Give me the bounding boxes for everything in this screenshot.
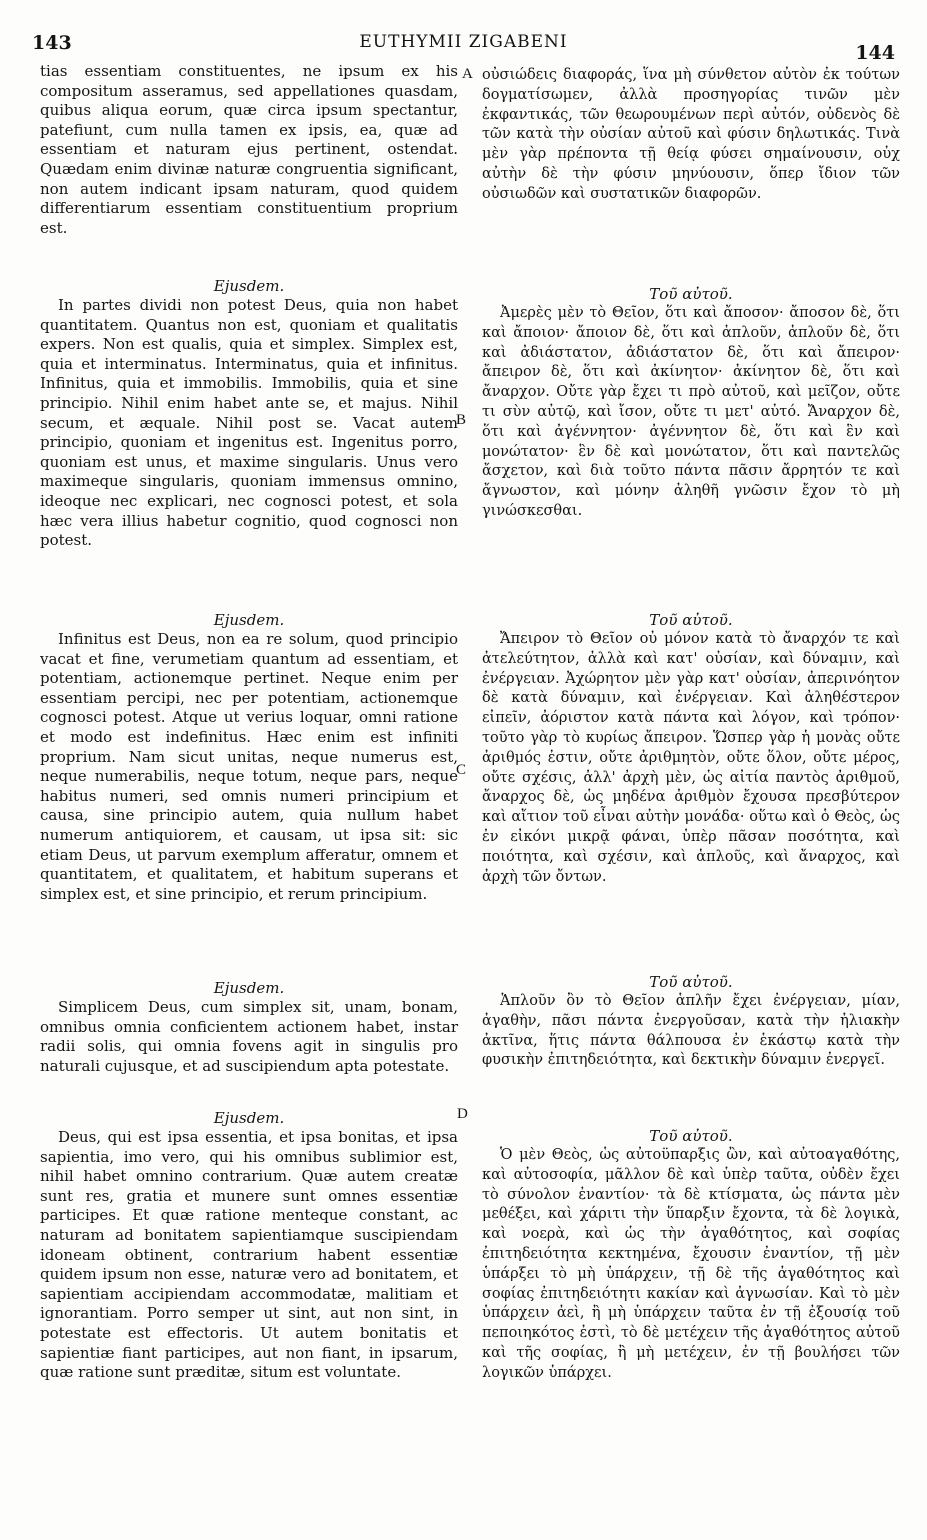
greek-paragraph-2: Ἀμερὲς μὲν τὸ Θεῖον, ὅτι καὶ ἄποσον· ἄποσον δὲ, ὅτι καὶ ἄποιον· ἄποιον δὲ, ὅτι καὶ ἁπλοῦν, ἁπλοῦν δὲ, ὅτι καὶ ἀδιάστατον, ἀδιάστατον δὲ, ὅτι καὶ ἄπειρον· ἄπειρον δὲ, ὅτι καὶ ἀκίνητον· ἀκίνητον δὲ, ὅτι καὶ ἄναρχον. Οὔτε γὰρ ἔχει τι πρὸ αὐτοῦ, καὶ μεῖζον, οὔτε τι σὺν αὐτῷ, καὶ ἴσον, οὔτε τι μετ' αὐτό. Ἄναρχον δὲ, ὅτι καὶ ἀγέννητον· ἀγέννητον δὲ, ὅτι καὶ ἓν καὶ μονώτατον· ἓν δὲ καὶ μονώτατον, ὅτι καὶ παντελῶς ἄσχετον, καὶ διὰ τοῦτο πάντα πᾶσιν ἄρρητόν τε καὶ ἄγνωστον, καὶ μόνην ἀληθῆ γνῶσιν ἔχον τὸ μὴ γινώσκεσθαι. — [482, 305, 900, 519]
greek-section-title-4: Τοῦ αὐτοῦ. — [649, 973, 733, 991]
margin-marker-b: B — [456, 412, 467, 428]
latin-section-title-3: Ejusdem. — [213, 611, 285, 629]
latin-paragraph-2: In partes dividi non potest Deus, quia non habet quantitatem. Quantus non est, quoniam et qualitatis expers. Non est qualis, quia et simplex. Simplex est, quia et interminatus. Interminatus, quia et infinitus. Infinitus, quia et immobilis. Immobilis, quia et sine principio. Nihil enim habet ante se, et majus. Nihil secum, et æquale. Nihil post se. Vacat autem principio, quoniam et ingenitus est. Ingenitus porro, quoniam est unus, et maxime singularis. Unus vero maximeque singularis, quoniam immensus omnino, ideoque nec explicari, nec cognosci potest, et sola hæc vera illius habetur cognitio, quod cognosci non potest. — [40, 296, 458, 550]
greek-section-3 — [482, 610, 900, 887]
latin-section-4 — [40, 978, 458, 1076]
greek-section-title-5: Τοῦ αὐτοῦ. — [649, 1127, 733, 1145]
margin-marker-c: C — [456, 762, 467, 778]
page-number-right: 144 — [855, 42, 895, 64]
greek-section-4 — [482, 972, 900, 1071]
greek-paragraph-1: οὐσιώδεις διαφοράς, ἵνα μὴ σύνθετον αὐτὸν ἐκ τούτων δογματίσωμεν, ἀλλὰ προσηγορίας τινῶν μὲν ἐκφαντικάς, τῶν θεωρουμένων περὶ αὐτόν, οὐδενὸς δὲ τῶν κατὰ τὴν οὐσίαν αὐτοῦ καὶ φύσιν δηλωτικάς. Τινὰ μὲν γὰρ πρέποντα τῇ θείᾳ φύσει σημαίνουσιν, οὐχ αὐτὴν δὲ τὴν φύσιν μηνύουσιν, ὅπερ ἴδιον τῶν οὐσιωδῶν καὶ συστατικῶν διαφορῶν. — [482, 67, 900, 202]
latin-section-title-5: Ejusdem. — [213, 1109, 285, 1127]
latin-section-2 — [40, 276, 458, 551]
greek-paragraph-5: Ὁ μὲν Θεὸς, ὡς αὐτοϋπαρξις ὢν, καὶ αὐτοαγαθότης, καὶ αὐτοσοφία, μᾶλλον δὲ καὶ ὑπὲρ ταῦτα, οὐδὲν ἔχει τὸ σύνολον ἐναντίον· τὰ δὲ κτίσματα, ὡς πάντα μὲν μεθέξει, καὶ χάριτι τὴν ὕπαρξιν ἔχοντα, τὰ δὲ λογικὰ, καὶ νοερὰ, καὶ ὡς τὴν ἀγαθότητος, καὶ σοφίας ἐπιτηδειότητα κεκτημένα, ἔχουσιν ἐναντίον, τῇ μὲν ὑπάρξει τὸ μὴ ὑπάρχειν, τῇ δὲ τῆς ἀγαθότητος καὶ σοφίας ἐπιτηδειότητι κακίαν καὶ ἀγνωσίαν. Καὶ τὸ μὲν ὑπάρχειν ἀεὶ, ἢ μὴ ὑπάρχειν ταῦτα ἐν τῇ ἐξουσίᾳ τοῦ πεποιηκότος ἐστὶ, τὸ δὲ μετέχειν τῆς ἀγαθότητος αὐτοῦ καὶ τῆς σοφίας, ἢ μὴ μετέχειν, ἐν τῇ βουλήσει τῶν λογικῶν ὑπάρχει. — [482, 1147, 900, 1381]
greek-paragraph-4: Ἁπλοῦν ὂν τὸ Θεῖον ἁπλῆν ἔχει ἐνέργειαν, μίαν, ἀγαθὴν, πᾶσι πάντα ἐνεργοῦσαν, κατὰ τὴν ἡλιακὴν ἀκτῖνα, ἥτις πάντα θάλπουσα ἐν ἑκάστῳ κατὰ τὴν φυσικὴν ἐπιτηδειότητα, καὶ δεκτικὴν δύναμιν ἐνεργεῖ. — [482, 993, 900, 1069]
latin-paragraph-4: Simplicem Deus, cum simplex sit, unam, bonam, omnibus omnia conficientem actionem habet, instar radii solis, qui omnia fovens agit in singulis pro naturali cujusque, et ad suscipiendum apta potestate. — [40, 998, 458, 1075]
page-number-left: 143 — [32, 32, 72, 54]
latin-paragraph-3: Infinitus est Deus, non ea re solum, quod principio vacat et fine, verumetiam quantum ad essentiam, et potentiam, actionemque pertinet. Neque enim per essentiam percipi, nec per potentiam, actionemque cognosci potest. Atque ut verius loquar, omni ratione et modo est indefinitus. Hæc enim est infiniti proprium. Nam sicut unitas, neque numerus est, neque numerabilis, neque totum, neque pars, neque habitus numeri, sed omnis numeri principium et causa, sine principio autem, quia nullum habet numerum antiquiorem, et causam, ut ipsa sit: sic etiam Deus, ut parvum exemplum afferatur, omnem et quantitatem, et qualitatem, et habitum superans et simplex est, et sine principio, et rerum principium. — [40, 630, 458, 903]
latin-section-title-2: Ejusdem. — [213, 277, 285, 295]
margin-marker-d: D — [457, 1106, 468, 1122]
greek-section-2 — [482, 284, 900, 522]
greek-section-title-2: Τοῦ αὐτοῦ. — [649, 285, 733, 303]
latin-paragraph-1: tias essentiam constituentes, ne ipsum ex his compositum asseramus, sed appellationes quasdam, quibus aliqua eorum, quæ circa ipsum spectantur, patefiunt, cum nulla tamen ex ipsis, ea, quæ ad essentiam et naturam ejus pertinent, ostendat. Quædam enim divinæ naturæ congruentia significant, non autem indicant ipsam naturam, quod quidem differentiarum essentiam constituentium proprium est. — [40, 62, 458, 237]
greek-section-title-3: Τοῦ αὐτοῦ. — [649, 611, 733, 629]
margin-marker-a: A — [462, 66, 473, 82]
latin-paragraph-5: Deus, qui est ipsa essentia, et ipsa bonitas, et ipsa sapientia, imo vero, qui his omnibus sublimior est, nihil habet omnino contrarium. Quæ autem creatæ sunt res, gratia et munere sunt omnes essentiæ participes. Et quæ ratione menteque constant, ac naturam ad bonitatem sapientiamque suscipiendam idoneam obtinent, contrarium habent essentiæ quidem ipsum non esse, naturæ vero ad bonitatem, et sapientiam accipiendam accommodatæ, malitiam et ignorantiam. Porro semper ut sint, aut non sint, in potestate est effectoris. Ut autem bonitatis et sapientiæ fiant participes, aut non fiant, in ipsarum, quæ ratione sunt præditæ, situm est voluntate. — [40, 1128, 458, 1382]
latin-section-3 — [40, 610, 458, 904]
latin-section-title-4: Ejusdem. — [213, 979, 285, 997]
latin-section-5 — [40, 1108, 458, 1383]
running-head: EUTHYMII ZIGABENI — [359, 32, 568, 52]
greek-section-5 — [482, 1126, 900, 1384]
greek-section-1 — [482, 66, 900, 205]
page-header — [28, 32, 899, 64]
greek-paragraph-3: Ἄπειρον τὸ Θεῖον οὐ μόνον κατὰ τὸ ἄναρχόν τε καὶ ἀτελεύτητον, ἀλλὰ καὶ κατ' οὐσίαν, καὶ δύναμιν, καὶ ἐνέργειαν. Ἀχώρητον μὲν γὰρ κατ' οὐσίαν, ἀπερινόητον δὲ κατὰ δύναμιν, καὶ ἐνέργειαν. Καὶ ἀληθέστερον εἰπεῖν, ἀόριστον κατὰ πάντα καὶ λόγον, καὶ τρόπον· τοῦτο γὰρ τὸ κυρίως ἄπειρον. Ὥσπερ γὰρ ἡ μονὰς οὔτε ἀριθμός ἐστιν, οὔτε ἀριθμητὸν, οὔτε ὅλον, οὔτε μέρος, οὔτε σχέσις, ἀλλ' ἀρχὴ μὲν, ὡς αἰτία παντὸς ἀριθμοῦ, ἄναρχος δὲ, ὡς μηδένα ἀριθμὸν ἔχουσα πρεσβύτερον καὶ αἴτιον τοῦ εἶναι αὐτὴν μονάδα· οὕτω καὶ ὁ Θεὸς, ὡς ἐν εἰκόνι μικρᾷ φάναι, ὑπὲρ πᾶσαν ποσότητα, καὶ ποιότητα, καὶ σχέσιν, καὶ ἁπλοῦς, καὶ ἄναρχος, καὶ ἀρχὴ τῶν ὄντων. — [482, 631, 900, 885]
latin-section-1 — [40, 62, 458, 238]
